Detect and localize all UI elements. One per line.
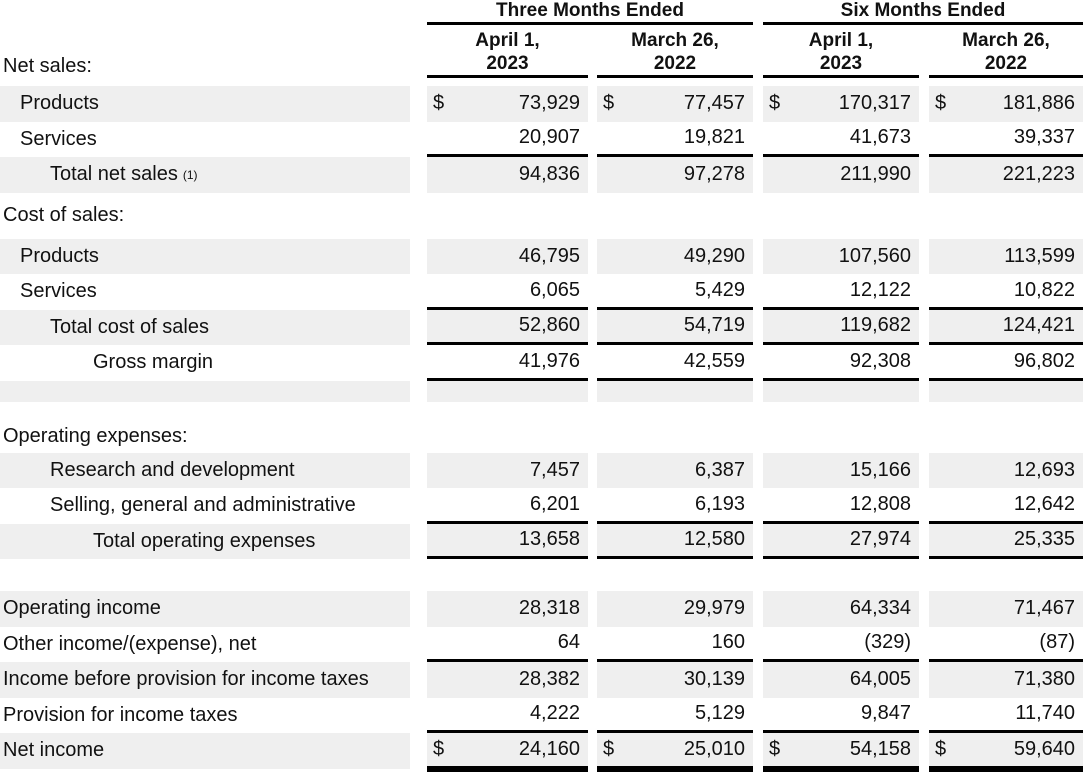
- value-cell: [929, 662, 1083, 698]
- data-row: [0, 274, 1083, 310]
- value-cell: [763, 157, 919, 193]
- period-group-six-months: Six Months Ended: [763, 0, 1083, 25]
- value: 12,693: [1013, 458, 1075, 481]
- value-cell: [929, 381, 1083, 402]
- value-cell: [763, 591, 919, 627]
- value-cell: [427, 402, 588, 421]
- value: 49,290: [683, 244, 745, 267]
- value-cell: [427, 591, 588, 627]
- value: 52,860: [518, 314, 580, 337]
- row-label: [0, 524, 410, 560]
- value: 46,795: [518, 244, 580, 267]
- row-label: [0, 488, 410, 524]
- value: 96,802: [1013, 349, 1075, 372]
- row-label-text: Products: [20, 244, 99, 267]
- row-label-text: Net income: [3, 739, 105, 762]
- value-cell: [929, 627, 1083, 663]
- currency-symbol: $: [433, 737, 445, 760]
- value: 10,822: [1013, 278, 1075, 301]
- value: 160: [711, 631, 745, 654]
- row-label-text: Cost of sales:: [3, 204, 125, 226]
- value-cell: [427, 193, 588, 239]
- currency-symbol: $: [935, 92, 947, 115]
- currency-symbol: $: [433, 92, 445, 115]
- value-cell: [427, 157, 588, 193]
- value-cell: [763, 402, 919, 421]
- value-cell: [427, 381, 588, 402]
- column-header-line2: 2022: [653, 52, 697, 74]
- value: 6,201: [529, 492, 580, 515]
- value-cell: [929, 421, 1083, 453]
- currency-symbol: $: [603, 92, 615, 115]
- row-label-text: Services: [20, 280, 97, 303]
- row-label-text: Operating expenses:: [3, 425, 188, 447]
- value-cell: [597, 662, 753, 698]
- value-cell: [929, 559, 1083, 591]
- value-cell: [929, 698, 1083, 734]
- row-label: [0, 310, 410, 346]
- row-label: [0, 86, 410, 122]
- value-cell: [763, 524, 919, 560]
- data-row: [0, 86, 1083, 122]
- column-header-q-2023: [427, 28, 588, 78]
- value: 221,223: [1002, 163, 1075, 186]
- value-cell: [929, 591, 1083, 627]
- value: 77,457: [683, 92, 745, 115]
- value-cell: [763, 86, 919, 122]
- data-row: [0, 591, 1083, 627]
- row-label: [0, 627, 410, 663]
- value: 12,808: [849, 492, 911, 515]
- column-header-line1: March 26,: [631, 29, 719, 51]
- value-cell: [597, 381, 753, 402]
- data-row: [0, 662, 1083, 698]
- row-label-text: Products: [20, 92, 99, 115]
- data-row: [0, 122, 1083, 158]
- period-group-three-months: Three Months Ended: [427, 0, 753, 25]
- value-cell: [763, 662, 919, 698]
- value-cell: [427, 627, 588, 663]
- value: 92,308: [849, 349, 911, 372]
- value-cell: [597, 402, 753, 421]
- value-cell: [427, 559, 588, 591]
- value: (87): [1039, 631, 1075, 654]
- row-label: [0, 345, 410, 381]
- value: 41,673: [849, 126, 911, 149]
- data-row: [0, 239, 1083, 275]
- value-cell: [427, 453, 588, 489]
- value-cell: [763, 310, 919, 346]
- value-cell: [597, 453, 753, 489]
- value: 54,158: [849, 737, 911, 760]
- column-header-line2: 2022: [984, 52, 1028, 74]
- value-cell: [929, 86, 1083, 122]
- value-cell: [597, 421, 753, 453]
- row-label-text: Income before provision for income taxes: [3, 668, 369, 691]
- data-row: [0, 524, 1083, 560]
- value: 30,139: [683, 668, 745, 691]
- value-cell: [929, 453, 1083, 489]
- value-cell: [597, 559, 753, 591]
- value: 4,222: [529, 702, 580, 725]
- value-cell: [427, 488, 588, 524]
- value: 71,467: [1013, 597, 1075, 620]
- value-cell: [929, 488, 1083, 524]
- value: 170,317: [838, 92, 911, 115]
- currency-symbol: $: [769, 92, 781, 115]
- value-cell: [763, 698, 919, 734]
- footnote-ref: (1): [182, 167, 198, 182]
- value: 25,010: [683, 737, 745, 760]
- value-cell: [597, 239, 753, 275]
- column-header-h-2022: [929, 28, 1083, 78]
- value-cell: [427, 310, 588, 346]
- row-label: [0, 559, 410, 591]
- value-cell: [763, 559, 919, 591]
- column-header-h-2023: [763, 28, 919, 78]
- value: 6,065: [529, 278, 580, 301]
- row-label-text: Provision for income taxes: [3, 703, 238, 726]
- column-header-q-2022: [597, 28, 753, 78]
- data-row: [0, 733, 1083, 769]
- spacer-row: [0, 381, 1083, 402]
- value-cell: [763, 239, 919, 275]
- value: 71,380: [1013, 668, 1075, 691]
- value: 94,836: [518, 163, 580, 186]
- data-row: [0, 310, 1083, 346]
- value-cell: [929, 239, 1083, 275]
- value-cell: [929, 733, 1083, 769]
- value-cell: [597, 86, 753, 122]
- value: 27,974: [849, 528, 911, 551]
- value-cell: [929, 310, 1083, 346]
- row-label: [0, 122, 410, 158]
- value: 211,990: [840, 163, 911, 186]
- value-cell: [929, 402, 1083, 421]
- value-cell: [763, 193, 919, 239]
- currency-symbol: $: [935, 737, 947, 760]
- value-cell: [929, 157, 1083, 193]
- row-label-text: Operating income: [3, 597, 161, 620]
- value-cell: [427, 524, 588, 560]
- value: 11,740: [1015, 702, 1075, 725]
- row-label-text: Total cost of sales: [50, 315, 209, 338]
- column-header-line2: 2023: [819, 52, 863, 74]
- section-row: [0, 421, 1083, 453]
- spacer-row: [0, 559, 1083, 591]
- value-cell: [597, 193, 753, 239]
- value-cell: [763, 627, 919, 663]
- value-cell: [597, 157, 753, 193]
- row-label-text: Total net sales: [50, 163, 178, 186]
- value: 64: [557, 631, 580, 654]
- row-label-text: Gross margin: [93, 351, 214, 374]
- value: 42,559: [683, 349, 745, 372]
- value: 97,278: [683, 163, 745, 186]
- value-cell: [427, 421, 588, 453]
- value: 41,976: [518, 349, 580, 372]
- row-label: [0, 402, 410, 421]
- period-group-row: [0, 0, 1083, 28]
- value-cell: [597, 591, 753, 627]
- value-cell: [597, 698, 753, 734]
- row-label: [0, 698, 410, 734]
- value-cell: [427, 239, 588, 275]
- value: 54,719: [683, 314, 745, 337]
- value-cell: [763, 488, 919, 524]
- section-row: [0, 193, 1083, 239]
- row-label: [0, 274, 410, 310]
- row-label: [0, 381, 410, 402]
- column-header-row: [0, 28, 1083, 78]
- value-cell: [597, 627, 753, 663]
- data-row: [0, 453, 1083, 489]
- row-label-text: Total operating expenses: [93, 529, 316, 552]
- data-row: [0, 157, 1083, 193]
- value-cell: [427, 733, 588, 769]
- data-row: [0, 627, 1083, 663]
- currency-symbol: $: [603, 737, 615, 760]
- row-label-text: Other income/(expense), net: [3, 632, 257, 655]
- value: 13,658: [518, 528, 580, 551]
- value-cell: [597, 733, 753, 769]
- row-label: [0, 157, 410, 193]
- row-label: [0, 733, 410, 769]
- value-cell: [763, 381, 919, 402]
- value: 39,337: [1013, 126, 1075, 149]
- value: 9,847: [860, 702, 911, 725]
- value: 119,682: [840, 314, 911, 337]
- value-cell: [427, 698, 588, 734]
- value: 20,907: [518, 126, 580, 149]
- column-header-line1: April 1,: [808, 29, 874, 51]
- value: 73,929: [518, 92, 580, 115]
- row-label: [0, 421, 410, 453]
- value: 6,193: [694, 492, 745, 515]
- value-cell: [929, 274, 1083, 310]
- value: 29,979: [683, 597, 745, 620]
- value-cell: [597, 310, 753, 346]
- value: 7,457: [529, 458, 580, 481]
- value-cell: [427, 274, 588, 310]
- table-header: [0, 0, 1083, 86]
- value: (329): [864, 631, 911, 654]
- value: 181,886: [1002, 92, 1075, 115]
- value: 59,640: [1013, 737, 1075, 760]
- value: 28,318: [518, 597, 580, 620]
- section-label-net-sales: Net sales:: [3, 55, 92, 77]
- value-cell: [763, 274, 919, 310]
- data-row: [0, 698, 1083, 734]
- value: 12,642: [1013, 492, 1075, 515]
- value: 25,335: [1013, 528, 1075, 551]
- value: 15,166: [849, 458, 911, 481]
- row-label: [0, 453, 410, 489]
- value-cell: [763, 733, 919, 769]
- data-row: [0, 345, 1083, 381]
- spacer-row: [0, 402, 1083, 421]
- value: 6,387: [694, 458, 745, 481]
- value-cell: [929, 524, 1083, 560]
- column-header-line2: 2023: [486, 52, 529, 74]
- value-cell: [427, 122, 588, 158]
- value: 5,429: [694, 278, 745, 301]
- value: 12,580: [683, 528, 745, 551]
- row-label: [0, 193, 410, 239]
- column-header-line1: April 1,: [475, 29, 540, 51]
- currency-symbol: $: [769, 737, 781, 760]
- value: 64,334: [849, 597, 911, 620]
- value-cell: [763, 421, 919, 453]
- row-label: [0, 239, 410, 275]
- row-label-text: Selling, general and administrative: [50, 494, 356, 517]
- value-cell: [929, 122, 1083, 158]
- row-label: [0, 591, 410, 627]
- value: 64,005: [849, 668, 911, 691]
- value: 28,382: [518, 668, 580, 691]
- value: 24,160: [518, 737, 580, 760]
- value-cell: [597, 488, 753, 524]
- data-row: [0, 488, 1083, 524]
- row-label: [0, 662, 410, 698]
- column-header-line1: March 26,: [962, 29, 1050, 51]
- value-cell: [597, 524, 753, 560]
- row-label-text: Research and development: [50, 458, 295, 481]
- value: 12,122: [849, 278, 911, 301]
- value-cell: [597, 345, 753, 381]
- value: 5,129: [694, 702, 745, 725]
- value-cell: [763, 122, 919, 158]
- table-body: [0, 86, 1083, 769]
- value-cell: [929, 193, 1083, 239]
- value: 107,560: [838, 244, 911, 267]
- value-cell: [427, 345, 588, 381]
- value-cell: [763, 453, 919, 489]
- value: 113,599: [1004, 244, 1075, 267]
- value-cell: [597, 274, 753, 310]
- row-label-text: Services: [20, 127, 97, 150]
- value-cell: [929, 345, 1083, 381]
- value: 124,421: [1002, 314, 1075, 337]
- value-cell: [763, 345, 919, 381]
- value-cell: [597, 122, 753, 158]
- value-cell: [427, 86, 588, 122]
- value: 19,821: [683, 126, 745, 149]
- value-cell: [427, 662, 588, 698]
